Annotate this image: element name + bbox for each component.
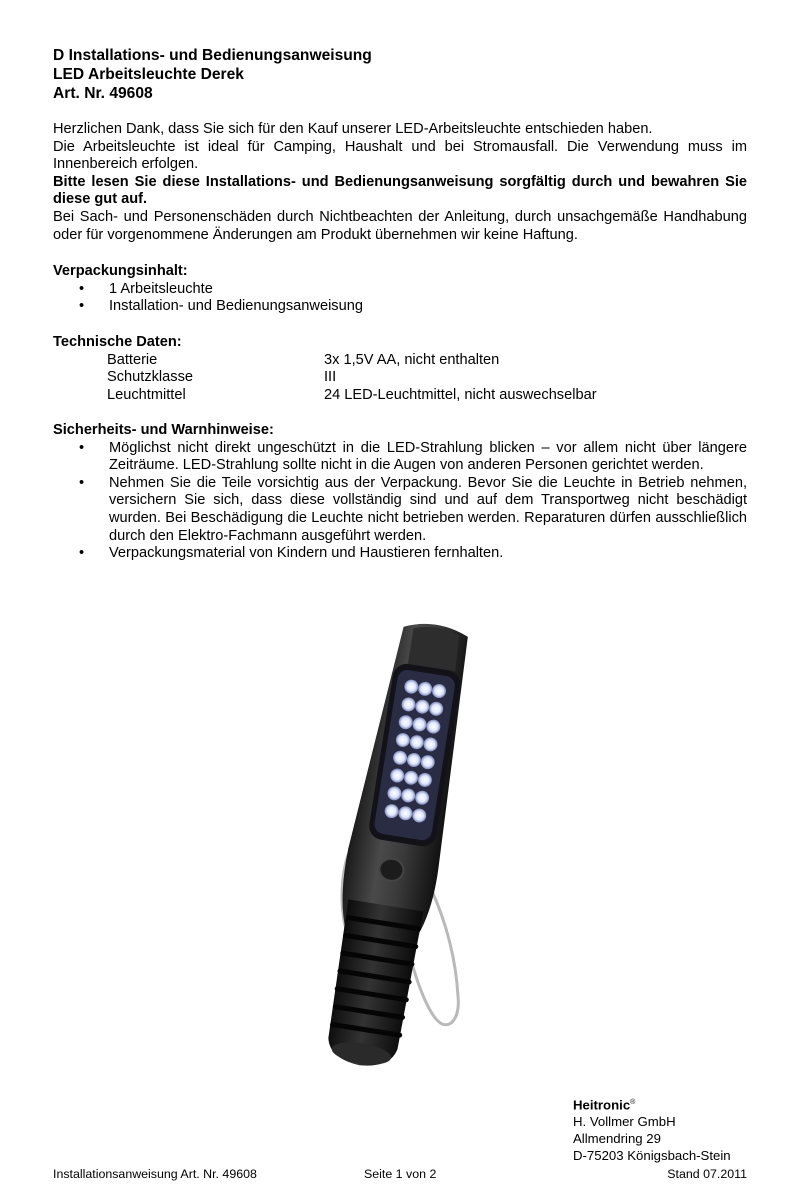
bullet-icon: • [79, 474, 85, 491]
safety-item-text: Verpackungsmaterial von Kindern und Haustieren fernhalten. [109, 545, 504, 562]
company-name: H. Vollmer GmbH [573, 1114, 676, 1130]
intro-usage: Die Arbeitsleuchte ist ideal für Camping, Haushalt und bei Stromausfall. Die Verwendung muss im Innenbereich erfolgen. [53, 138, 747, 173]
footer-page-number: Seite 1 von 2 [364, 1167, 437, 1181]
intro-liability: Bei Sach- und Personenschäden durch Nichtbeachten der Anleitung, durch unsachgemäße Handhabung oder für vorgenommene Änderungen am Produkt übernehmen wir keine Haftung. [53, 208, 747, 243]
packaging-title: Verpackungsinhalt: [53, 263, 188, 279]
document-title [53, 46, 372, 103]
work-light-icon [315, 617, 476, 1073]
tech-row [53, 369, 747, 387]
packaging-list [53, 281, 747, 316]
company-brand: Heitronic [573, 1097, 631, 1113]
packaging-item-text: Installation- und Bedienungsanweisung [109, 298, 363, 315]
safety-title: Sicherheits- und Warnhinweise: [53, 422, 274, 438]
tech-key: Batterie [107, 351, 158, 368]
bullet-icon: • [79, 298, 85, 315]
safety-item-text: Möglichst nicht direkt ungeschützt in die LED-Strahlung blicken – vor allem nicht über längere Zeiträume. LED-Strahlung sollte nicht in die Augen von anderen Personen gerichtet werden. [109, 439, 747, 474]
safety-list [53, 440, 747, 563]
company-street: Allmendring 29 [573, 1131, 661, 1147]
intro-read-notice: Bitte lesen Sie diese Installations- und Bedienungsanweisung sorgfältig durch und bewahren Sie diese gut auf. [53, 173, 747, 208]
packaging-section [53, 263, 747, 316]
tech-row [53, 352, 747, 370]
bullet-icon: • [79, 439, 85, 456]
tech-key: Schutzklasse [107, 369, 193, 386]
list-item [53, 281, 747, 299]
technical-section [53, 334, 747, 404]
tech-value: 3x 1,5V AA, nicht enthalten [324, 351, 500, 368]
company-city: D-75203 Königsbach-Stein [573, 1148, 731, 1164]
bullet-icon: • [79, 280, 85, 297]
title-line-3: Art. Nr. 49608 [53, 85, 153, 102]
packaging-item-text: 1 Arbeitsleuchte [109, 280, 213, 297]
intro-thanks: Herzlichen Dank, dass Sie sich für den Kauf unserer LED-Arbeitsleuchte entschieden haben. [53, 121, 653, 137]
tech-key: Leuchtmittel [107, 386, 186, 403]
registered-mark: ® [630, 1099, 636, 1106]
tech-value: 24 LED-Leuchtmittel, nicht auswechselbar [324, 386, 597, 403]
tech-value: III [324, 369, 337, 386]
title-line-1: D Installations- und Bedienungsanweisung [53, 47, 372, 64]
list-item [53, 475, 747, 545]
title-line-2: LED Arbeitsleuchte Derek [53, 66, 244, 83]
list-item [53, 440, 747, 475]
technical-title: Technische Daten: [53, 334, 182, 350]
list-item [53, 298, 747, 316]
bullet-icon: • [79, 545, 85, 562]
footer-left: Installationsanweisung Art. Nr. 49608 [53, 1167, 257, 1181]
list-item [53, 545, 747, 563]
product-photo [230, 606, 560, 1076]
footer-date: Stand 07.2011 [667, 1167, 747, 1181]
safety-item-text: Nehmen Sie die Teile vorsichtig aus der Verpackung. Bevor Sie die Leuchte in Betrieb nehmen, versichern Sie sich, dass diese vollständig sind und auf dem Transportweg nicht beschädigt wurden. Bei Beschädigung die Leuchte nicht betrieben werden. Reparaturen dürfen ausschließlich durch den Elektro-Fachmann ausgeführt werden. [109, 474, 747, 544]
tech-row [53, 387, 747, 405]
intro-section [53, 121, 747, 244]
safety-section [53, 422, 747, 563]
company-address [573, 1094, 731, 1164]
